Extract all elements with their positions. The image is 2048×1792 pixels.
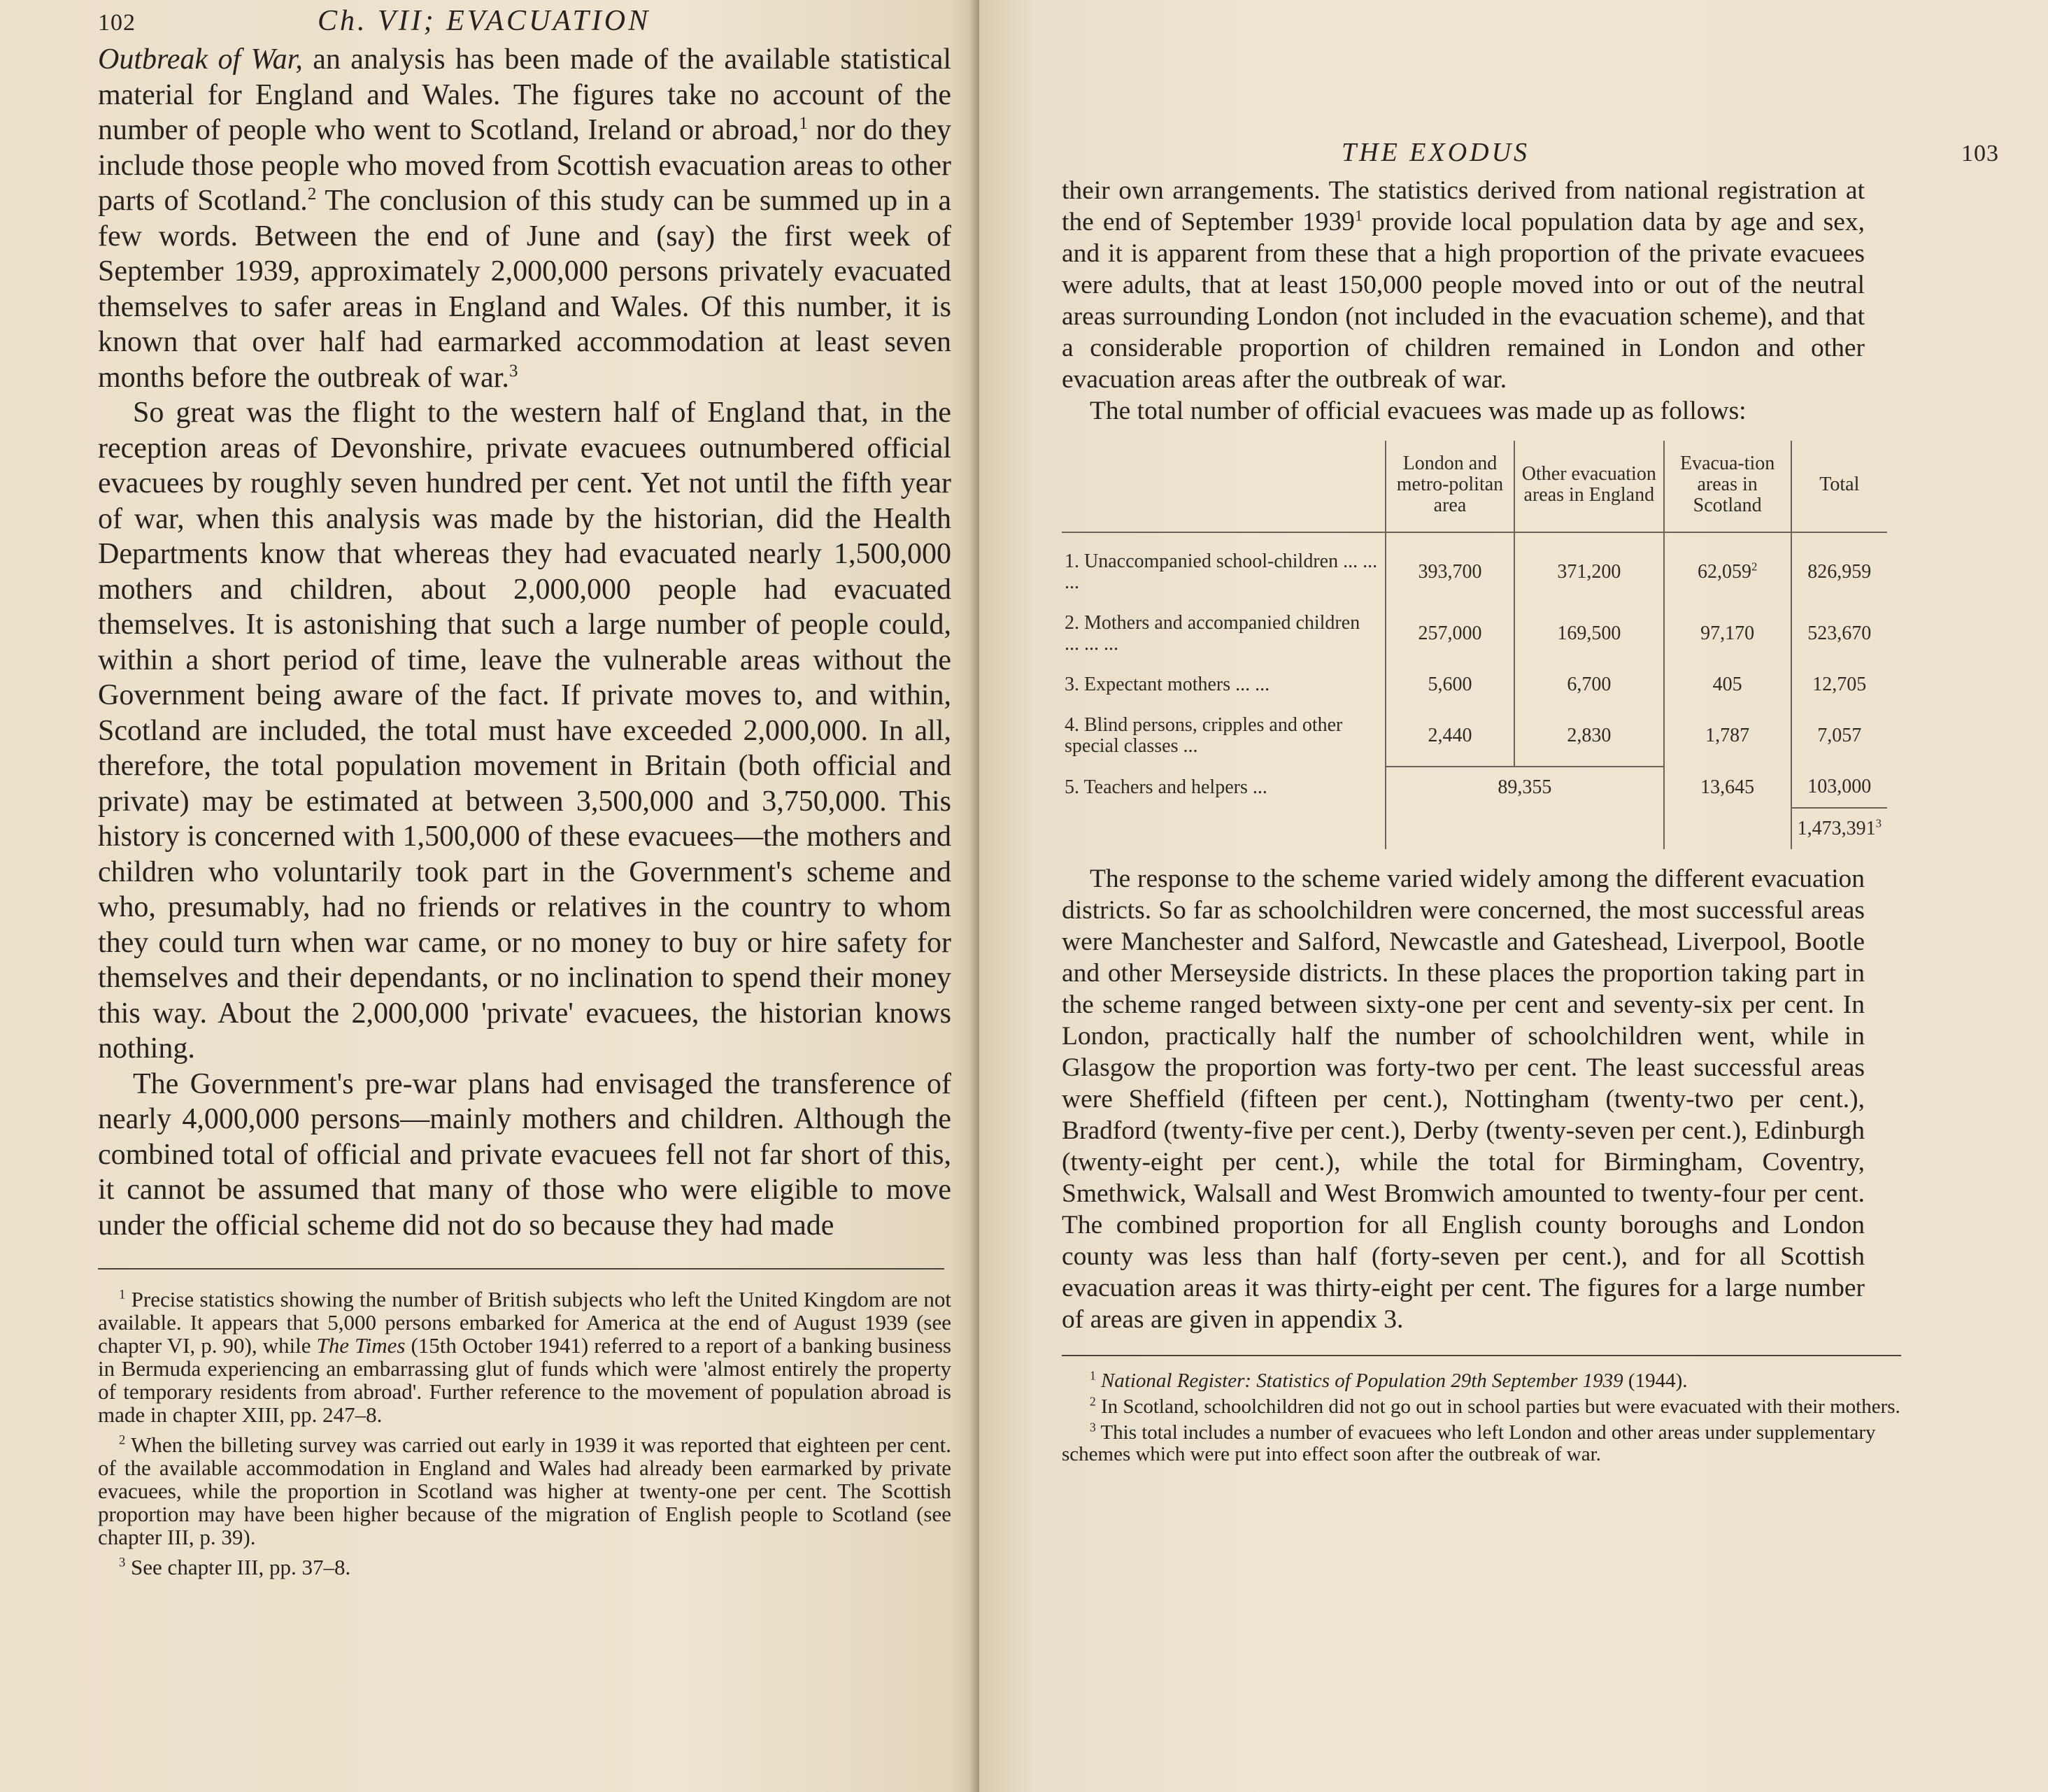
cell-other: 371,200 <box>1514 532 1664 603</box>
row-label <box>1062 532 1386 603</box>
evacuees-table <box>1062 441 1887 849</box>
cell-scotland-value: 62,059 <box>1697 561 1751 583</box>
cell-scotland: 13,645 <box>1664 767 1791 808</box>
para1-text-b: nor do they include those people who moved from Scottish evacuation areas to other parts of Scotland. <box>98 114 952 217</box>
grand-total-spacer-2 <box>1386 808 1664 849</box>
r-para1-a: their own arrangements. The statistics derived from national registration at the end of September 1939 <box>1062 176 1865 236</box>
cell-total: 826,959 <box>1791 532 1887 603</box>
row-label-text: 5. Teachers and helpers <box>1065 776 1248 798</box>
fn1-the-times: The Times <box>316 1333 406 1358</box>
right-footnote-rule <box>1062 1355 1901 1356</box>
right-footnote-2: $^2$ In Scotland, schoolchildren did not go out in school parties but were evacuated with their mothers. <box>1090 1394 1900 1418</box>
cell-other: 6,700 <box>1514 664 1664 705</box>
cell-total: 12,705 <box>1791 664 1887 705</box>
left-paragraph-1: Outbreak of War, an analysis has been made of the available statistical material for England and Wales. The figures take no account of the number of people who went to Scotland, Ireland or abroad,$^1$ nor do they include those people who moved from Scottish evacuation areas to other parts of Scotland.$^2$ The conclusion of this study can be summed up in a few words. Between the end of June and (say) the first week of September 1939, approximately 2,000,000 persons privately evacuated themselves to safer areas in England and Wales. Of this number, it is known that over half had earmarked accommodation at least seven months before the outbreak of war.$^3$ <box>98 43 952 394</box>
row-label-text: 2. Mothers and accompanied children <box>1065 612 1360 634</box>
grand-total-value: 1,473,391 <box>1797 818 1876 839</box>
left-paragraph-3: The Government's pre-war plans had envisaged the transference of nearly 4,000,000 persons—mainly mothers and children. Although the combined total of official and private evacuees fell not far short of this, it cannot be assumed that many of those who were eligible to move under the official scheme did not do so because they had made <box>98 1067 951 1242</box>
table-row <box>1062 664 1887 705</box>
left-page <box>0 0 979 1792</box>
left-footnote-2: $^2$ When the billeting survey was carried out early in 1939 it was reported that eighteen per cent. of the available accommodation in England and Wales had already been earmarked by private evacuees, while the proportion in Scotland was higher at twenty-one per cent. The Scottish proportion may have been higher because of the migration of English people to Scotland (see chapter III, p. 39). <box>98 1432 951 1549</box>
table-intro: The total number of official evacuees was made up as follows: <box>1090 397 1747 425</box>
footnote-marker: 3 <box>1875 816 1882 830</box>
row-label-text: 1. Unaccompanied school-children <box>1065 550 1339 572</box>
col-header-total: Total <box>1791 441 1887 532</box>
grand-total-row <box>1062 808 1887 849</box>
table-row <box>1062 532 1887 603</box>
right-page <box>979 0 2048 1792</box>
cell-london: 393,700 <box>1386 532 1514 603</box>
right-paragraph-1: their own arrangements. The statistics derived from national registration at the end of September 1939$^1$ provide local population data by age and sex, and it is apparent from these that a high proportion of the private evacuees were adults, that at least 150,000 people moved into or out of the neutral areas surrounding London (not included in the evacuation scheme), and that a considerable proportion of children remained in London and other evacuation areas after the outbreak of war. <box>1062 176 1865 394</box>
cell-total: 523,670 <box>1791 603 1887 664</box>
cell-total: 7,057 <box>1791 705 1887 767</box>
left-paragraph-2: So great was the flight to the western half of England that, in the reception areas of Devonshire, private evacuees outnumbered official evacuees by roughly seven hundred per cent. Yet not until the fifth year of war, when this analysis was made by the historian, did the Health Departments know that whereas they had evacuated nearly 1,500,000 mothers and children, about 2,000,000 people had evacuated themselves. It is astonishing that such a large number of people could, within a short period of time, leave the vulnerable areas without the Government being aware of the fact. If private moves to, and within, Scotland are included, the total must have exceeded 2,000,000. In all, therefore, the total population movement in Britain (both official and private) may be estimated at between 3,500,000 and 3,750,000. This history is concerned with 1,500,000 of these evacuees—the mothers and children who voluntarily took part in the Government's scheme and who, presumably, had no friends or relatives in the country to whom they could turn when war came, or no money to buy or hire safety for themselves and their dependants, or no inclination to spend their money this way. About the 2,000,000 'private' evacuees, the historian knows nothing. <box>98 397 951 1065</box>
leader-dots: ... ... <box>1235 674 1270 695</box>
col-header-other-england: Other evacuation areas in England <box>1514 441 1664 532</box>
row-label <box>1062 603 1386 664</box>
left-footnotes <box>98 1288 951 1579</box>
cell-merged-london-other: 89,355 <box>1386 767 1664 808</box>
table-row <box>1062 705 1887 767</box>
right-running-head <box>1062 0 2020 175</box>
grand-total-cell <box>1791 808 1887 849</box>
cell-scotland: 1,787 <box>1664 705 1791 767</box>
left-page-number: 102 <box>98 10 136 36</box>
right-body-text-2 <box>1062 863 1865 1335</box>
right-footnotes <box>1062 1370 1901 1465</box>
right-footnote-1: $^1$ National Register: Statistics of Population 29th September 1939 (1944). <box>1090 1368 1688 1392</box>
leader-dots: ... <box>1252 776 1267 798</box>
leader-dots: ... <box>1183 735 1198 757</box>
right-paragraph-2: The response to the scheme varied widely among the different evacuation districts. So far as schoolchildren were concerned, the most successful areas were Manchester and Salford, Newcastle and Gateshead, Liverpool, Bootle and other Merseyside districts. In these places the proportion taking part in the scheme ranged between sixty-one per cent and seventy-six per cent. In London, practically half the number of schoolchildren went, while in Glasgow the proportion was forty-two per cent. The least successful areas were Sheffield (fifteen per cent.), Nottingham (twenty-two per cent.), Bradford (twenty-five per cent.), Derby (twenty-seven per cent.), Edinburgh (twenty-eight per cent.), while the total for Birmingham, Coventry, Smethwick, Walsall and West Bromwich amounted to twenty-four per cent. The combined proportion for all English county boroughs and London county was less than half (forty-seven per cent.), and for all Scottish evacuation areas it was thirty-eight per cent. The figures for a large number of areas are given in appendix 3. <box>1062 865 1865 1334</box>
fn2-text: When the billeting survey was carried out early in 1939 it was reported that eighteen per cent. of the available accommodation in England and Wales had already been earmarked by private evacuees, while the proportion in Scotland was higher at twenty-one per cent. The Scottish proportion may have been higher because of the migration of English people to Scotland (see chapter III, p. 39). <box>98 1432 951 1549</box>
leader-dots: ... ... ... <box>1065 550 1378 593</box>
cell-total: 103,000 <box>1791 767 1887 808</box>
table-row <box>1062 767 1887 808</box>
outbreak-of-war-italic: Outbreak of War, <box>98 43 303 76</box>
right-body-text <box>1062 175 1865 427</box>
cell-scotland <box>1664 532 1791 603</box>
left-footnote-1: $^1$ Precise statistics showing the number of British subjects who left the United Kingdom are not available. It appears that 5,000 persons embarked for America at the end of August 1939 (see chapter VI, p. 90), while The Times (15th October 1941) referred to a report of a banking business in Bermuda experiencing an embarrassing glut of funds which were 'almost entirely the property of temporary residents from abroad'. Further reference to the movement of population abroad is made in chapter XIII, pp. 247–8. <box>98 1287 952 1427</box>
cell-london: 2,440 <box>1386 705 1514 767</box>
para1-text-c: The conclusion of this study can be summed up in a few words. Between the end of June and (say) the first week of September 1939, approximately 2,000,000 persons privately evacuated themselves to safer areas in England and Wales. Of this number, it is known that over half had earmarked accommodation at least seven months before the outbreak of war. <box>98 185 951 394</box>
r-fn3-text: This total includes a number of evacuees who left London and other areas under supplementary schemes which were put into effect soon after the outbreak of war. <box>1062 1421 1876 1465</box>
cell-london: 5,600 <box>1386 664 1514 705</box>
leader-dots: ... ... ... <box>1065 633 1118 655</box>
fn3-text: See chapter III, pp. 37–8. <box>131 1555 351 1579</box>
cell-other: 169,500 <box>1514 603 1664 664</box>
r-fn2-text: In Scotland, schoolchildren did not go out in school parties but were evacuated with their mothers. <box>1100 1395 1900 1418</box>
running-title: THE EXODUS <box>1342 138 1530 167</box>
table-row <box>1062 603 1887 664</box>
left-body-text <box>98 42 951 1243</box>
col-header-london: London and metro-politan area <box>1386 441 1514 532</box>
grand-total-spacer-3 <box>1664 808 1791 849</box>
cell-scotland: 405 <box>1664 664 1791 705</box>
col-header-scotland: Evacua-tion areas in Scotland <box>1664 441 1791 532</box>
cell-scotland: 97,170 <box>1664 603 1791 664</box>
chapter-title: Ch. VII; EVACUATION <box>318 5 651 37</box>
r-fn1-title: National Register: Statistics of Population 29th September 1939 <box>1100 1370 1623 1392</box>
grand-total-spacer <box>1062 808 1386 849</box>
row-label <box>1062 664 1386 705</box>
row-label-text: 3. Expectant mothers <box>1065 674 1231 695</box>
r-para1-b: provide local population data by age and sex, and it is apparent from these that a high proportion of the private evacuees were adults, that at least 150,000 people moved into or out of the neutral areas surrounding London (not included in the evacuation scheme), and that a considerable proportion of children remained in London and other evacuation areas after the outbreak of war. <box>1062 208 1865 394</box>
left-running-head <box>98 0 951 42</box>
fn1-text-b: (15th October 1941) referred to a report of a banking business in Bermuda experiencing an embarrassing glut of funds which were 'almost entirely the property of temporary residents from abroad'. Further reference to the movement of population abroad is made in chapter XIII, pp. 247–8. <box>98 1333 951 1427</box>
row-label-text: 4. Blind persons, cripples and other special classes <box>1065 714 1343 757</box>
cell-london: 257,000 <box>1386 603 1514 664</box>
cell-other: 2,830 <box>1514 705 1664 767</box>
footnote-marker: 2 <box>1751 560 1758 574</box>
right-page-number: 103 <box>1961 141 1999 166</box>
para1-text-a: an analysis has been made of the available statistical material for England and Wales. The figures take no account of the number of people who went to Scotland, Ireland or abroad, <box>98 43 952 146</box>
table-header-row <box>1062 441 1887 532</box>
row-label <box>1062 705 1386 767</box>
table-header-blank <box>1062 441 1386 532</box>
fn1-text-a: Precise statistics showing the number of British subjects who left the United Kingdom are not available. It appears that 5,000 persons embarked for America at the end of August 1939 (see chapter VI, p. 90), while <box>98 1287 952 1358</box>
r-fn1-year: (1944). <box>1623 1370 1688 1392</box>
left-footnote-rule <box>98 1268 944 1270</box>
row-label <box>1062 767 1386 808</box>
right-footnote-3: $^3$ This total includes a number of evacuees who left London and other areas under supplementary schemes which were put into effect soon after the outbreak of war. <box>1062 1420 1876 1465</box>
left-footnote-3: $^3$ See chapter III, pp. 37–8. <box>119 1555 351 1579</box>
